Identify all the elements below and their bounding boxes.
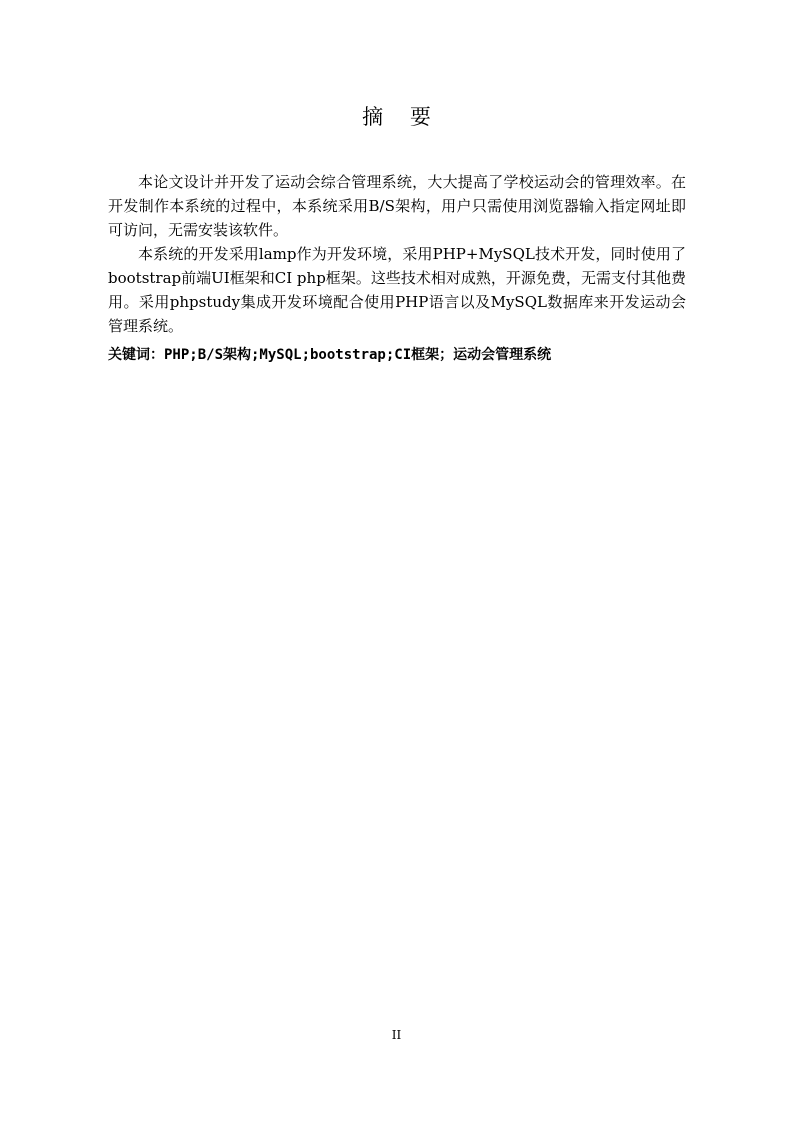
keywords-label: 关键词： (108, 347, 164, 363)
keywords-line (108, 344, 686, 366)
page-number: II (391, 1028, 402, 1042)
abstract-title: 摘 要 (362, 105, 441, 129)
abstract-body (108, 170, 686, 338)
abstract-paragraph-2: 本系统的开发采用lamp作为开发环境，采用PHP+MySQL技术开发，同时使用了bootstrap前端UI框架和CI php框架。这些技术相对成熟，开源免费，无需支付其他费用。采用phpstudy集成开发环境配合使用PHP语言以及MySQL数据库来开发运动会管理系统。 (108, 245, 686, 335)
keywords-value: PHP;B/S架构;MySQL;bootstrap;CI框架；运动会管理系统 (164, 347, 552, 363)
abstract-paragraph-1: 本论文设计并开发了运动会综合管理系统，大大提高了学校运动会的管理效率。在开发制作本系统的过程中，本系统采用B/S架构，用户只需使用浏览器输入指定网址即可访问，无需安装该软件。 (108, 173, 686, 239)
